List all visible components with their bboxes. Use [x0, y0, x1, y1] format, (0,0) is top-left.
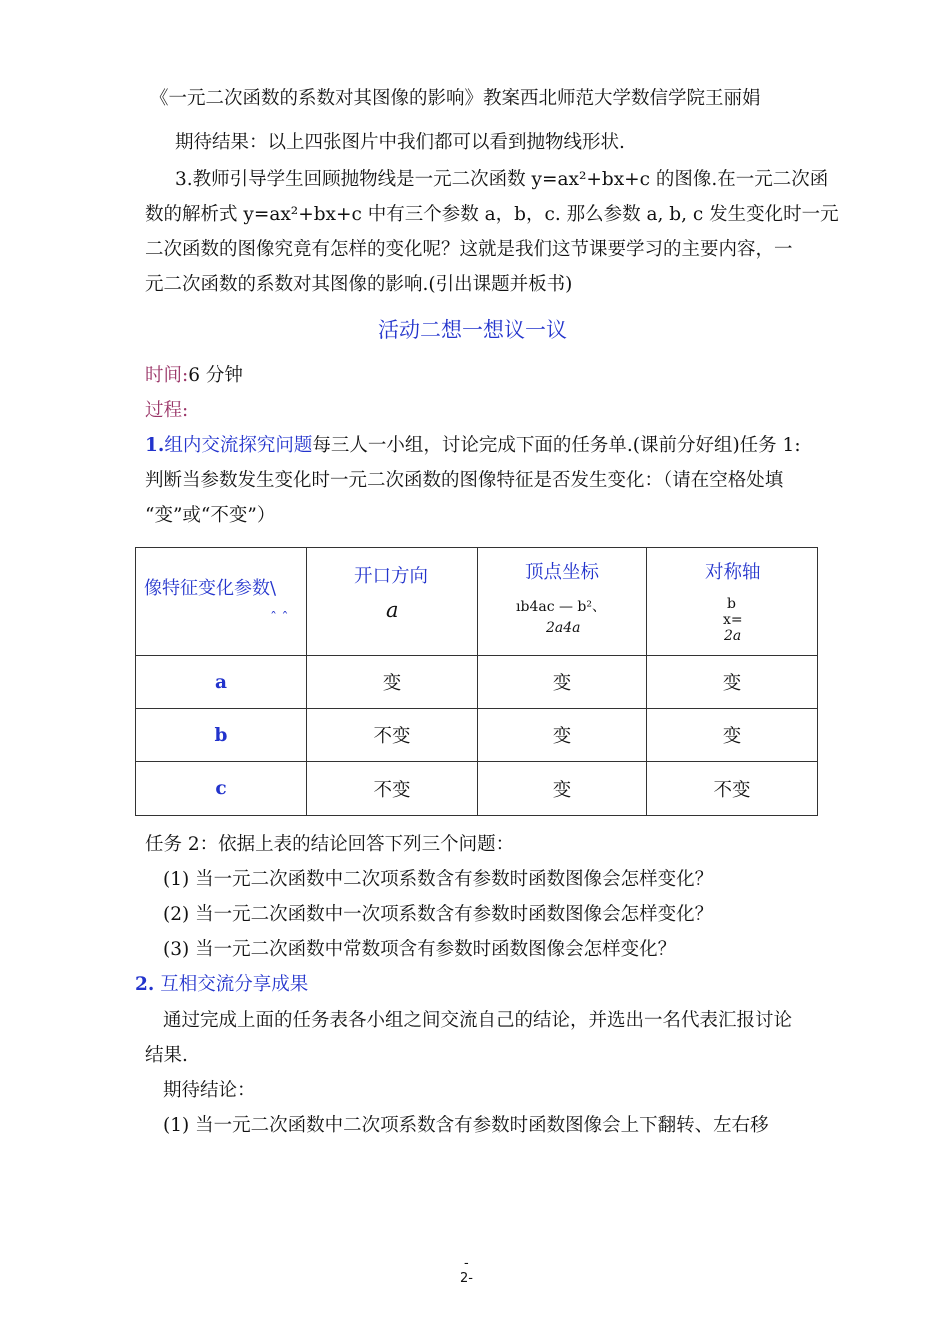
- corner-label: 像特征变化参数\: [144, 578, 277, 599]
- section2-line: 结果.: [145, 1045, 188, 1066]
- document-header: 《一元二次函数的系数对其图像的影响》教案西北师范大学数信学院王丽娟: [150, 88, 761, 109]
- task2-intro: 任务 2：依据上表的结论回答下列三个问题：: [145, 834, 515, 855]
- table-cell: 变: [478, 709, 647, 762]
- expected-conclusion-label: 期待结论：: [163, 1080, 256, 1101]
- header-sub: 2a: [724, 628, 742, 644]
- table-row: [136, 709, 818, 762]
- header-sub: x=: [723, 612, 743, 628]
- table-row: [136, 762, 818, 816]
- table-cell: 不变: [307, 709, 478, 762]
- page-number: 2-: [460, 1271, 473, 1286]
- table-cell: 不变: [307, 762, 478, 816]
- table-header-opening: [307, 548, 478, 656]
- row-param: a: [136, 656, 307, 709]
- section-title: 活动二想一想议一议: [378, 318, 567, 342]
- header-title: 开口方向: [354, 566, 429, 587]
- table-header-vertex: [478, 548, 647, 656]
- parameter-table: [135, 547, 818, 816]
- time-label: 时间:: [145, 365, 189, 386]
- task2-question: (3) 当一元二次函数中常数项含有参数时函数图像会怎样变化？: [163, 939, 677, 960]
- row-param: c: [136, 762, 307, 816]
- header-sub: b: [727, 596, 736, 612]
- table-cell: 变: [478, 656, 647, 709]
- paragraph-line: 数的解析式 y=ax²+bx+c 中有三个参数 a，b，c. 那么参数 a, b, c 发生变化时一元: [145, 204, 839, 225]
- process-label: 过程:: [145, 400, 189, 421]
- paragraph-line: 3.教师引导学生回顾抛物线是一元二次函数 y=ax²+bx+c 的图像.在一元二次函: [175, 169, 829, 190]
- table-header-axis: [647, 548, 818, 656]
- task2-question: (1) 当一元二次函数中二次项系数含有参数时函数图像会怎样变化？: [163, 869, 714, 890]
- task1-number: 1.: [145, 435, 165, 456]
- paragraph-line: 二次函数的图像究竟有怎样的变化呢？这就是我们这节课要学习的主要内容，一: [145, 239, 793, 260]
- section2-title: 互相交流分享成果: [160, 974, 309, 995]
- paragraph-expected-result: 期待结果：以上四张图片中我们都可以看到抛物线形状.: [175, 132, 625, 153]
- header-sub: 2a4a: [546, 620, 581, 636]
- table-cell: 变: [478, 762, 647, 816]
- time-value: 6 分钟: [188, 365, 243, 386]
- corner-mark: ˆ ˆ: [270, 610, 289, 626]
- table-corner-cell: [136, 548, 307, 656]
- table-cell: 变: [647, 709, 818, 762]
- section2-number: 2.: [135, 974, 155, 995]
- task1-title: 组内交流探究问题: [164, 435, 313, 456]
- table-cell: 不变: [647, 762, 818, 816]
- header-title: 顶点坐标: [525, 562, 600, 583]
- table-row: [136, 656, 818, 709]
- task1-line: 判断当参数发生变化时一元二次函数的图像特征是否发生变化：（请在空格处填: [145, 470, 784, 491]
- header-sub: a: [386, 598, 399, 622]
- table-cell: 变: [307, 656, 478, 709]
- table-cell: 变: [647, 656, 818, 709]
- task2-question: (2) 当一元二次函数中一次项系数含有参数时函数图像会怎样变化？: [163, 904, 714, 925]
- section2-line: 通过完成上面的任务表各小组之间交流自己的结论，并选出一名代表汇报讨论: [163, 1010, 793, 1031]
- time-line: [145, 359, 243, 393]
- row-param: b: [136, 709, 307, 762]
- header-title: 对称轴: [705, 562, 761, 583]
- section2-heading: [135, 968, 308, 1002]
- conclusion-line: (1) 当一元二次函数中二次项系数含有参数时函数图像会上下翻转、左右移: [163, 1115, 769, 1136]
- paragraph-line: 元二次函数的系数对其图像的影响.(引出课题并板书): [145, 274, 573, 295]
- task1-text: 每三人一小组，讨论完成下面的任务单.(课前分好组)任务 1:: [312, 435, 801, 456]
- footer-dash: -: [464, 1256, 469, 1271]
- task1-line: “变”或“不变”）: [145, 505, 276, 526]
- task1-line: [145, 429, 801, 463]
- header-sub: ıb4ac — b²、: [516, 599, 607, 615]
